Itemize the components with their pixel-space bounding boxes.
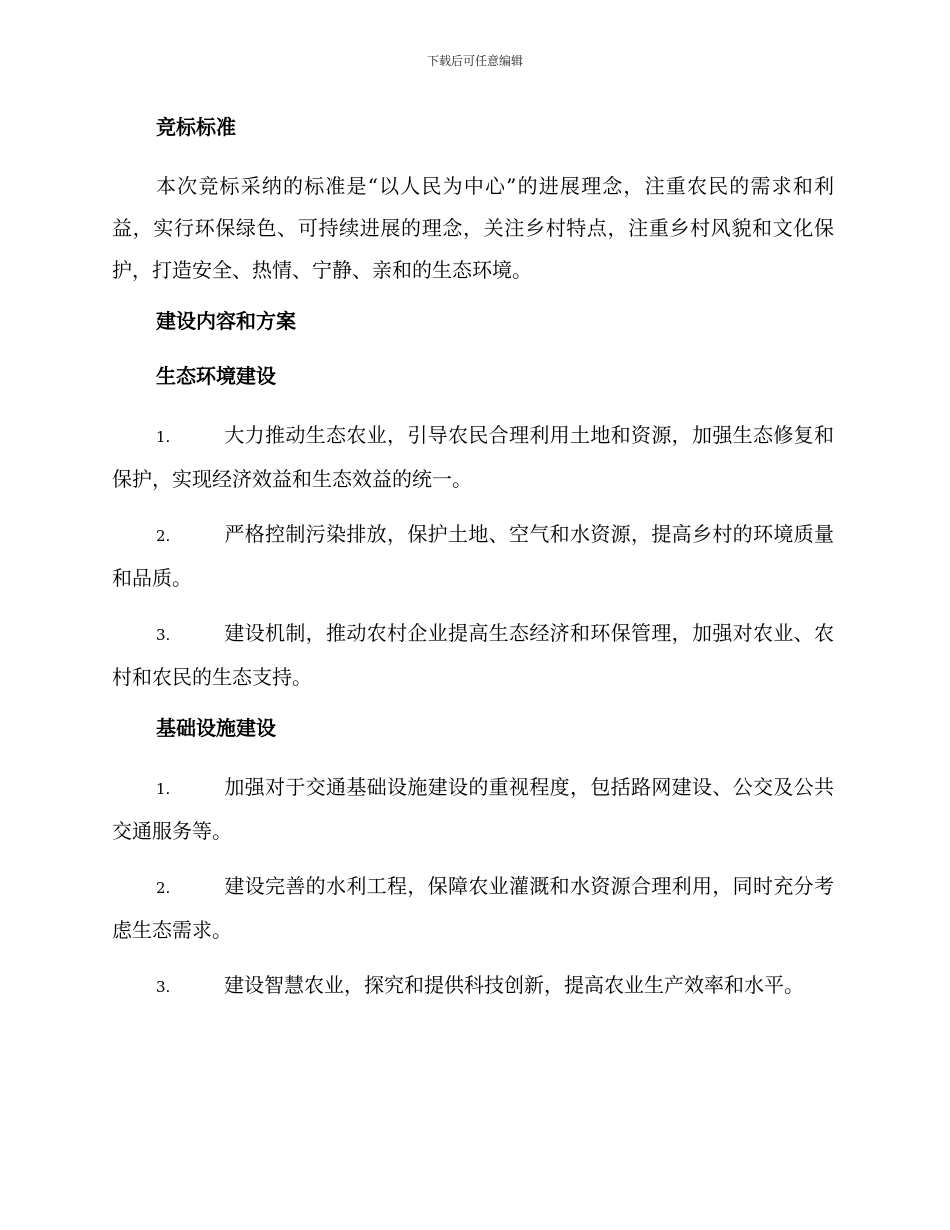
section-heading-construction: 建设内容和方案: [156, 309, 296, 333]
list-item-text: 建设机制，推动农村企业提高生态经济和环保管理，加强对农业、农村和农民的生态支持。: [112, 621, 834, 689]
list-item-text: 加强对于交通基础设施建设的重视程度，包括路网建设、公交及公共交通服务等。: [112, 775, 834, 843]
list-item-number: 3.: [156, 626, 171, 644]
standard-paragraph: 本次竞标采纳的标准是“以人民为中心”的进展理念，注重农民的需求和利益，实行环保绿色、可持续进展的理念，关注乡村特点，注重乡村风貌和文化保护，打造安全、热情、宁静、亲和的生态环境。: [112, 174, 834, 282]
page-header: 下载后可任意编辑: [426, 54, 523, 68]
list-item-number: 2.: [156, 879, 171, 897]
infrastructure-list-item-3: [112, 964, 834, 1008]
section-heading-standard: 竞标标准: [156, 115, 236, 139]
list-item-text: 严格控制污染排放，保护土地、空气和水资源，提高乡村的环境质量和品质。: [112, 522, 834, 590]
list-item-number: 1.: [156, 428, 171, 446]
infrastructure-list-item-2: [112, 865, 834, 951]
list-item-text: 建设智慧农业，探究和提供科技创新，提高农业生产效率和水平。: [224, 973, 804, 997]
list-item-text: 建设完善的水利工程，保障农业灌溉和水资源合理利用，同时充分考虑生态需求。: [112, 874, 834, 942]
list-item-text: 大力推动生态农业，引导农民合理利用土地和资源，加强生态修复和保护，实现经济效益和生态效益的统一。: [112, 423, 834, 491]
section-heading-ecology: 生态环境建设: [156, 364, 276, 388]
section-heading-infrastructure: 基础设施建设: [156, 716, 276, 740]
ecology-list-item-2: [112, 513, 834, 599]
list-item-number: 1.: [156, 780, 171, 798]
infrastructure-list-item-1: [112, 766, 834, 852]
ecology-list-item-1: [112, 414, 834, 500]
ecology-list-item-3: [112, 612, 834, 698]
list-item-number: 2.: [156, 527, 171, 545]
list-item-number: 3.: [156, 978, 171, 996]
document-body: [112, 110, 834, 1021]
